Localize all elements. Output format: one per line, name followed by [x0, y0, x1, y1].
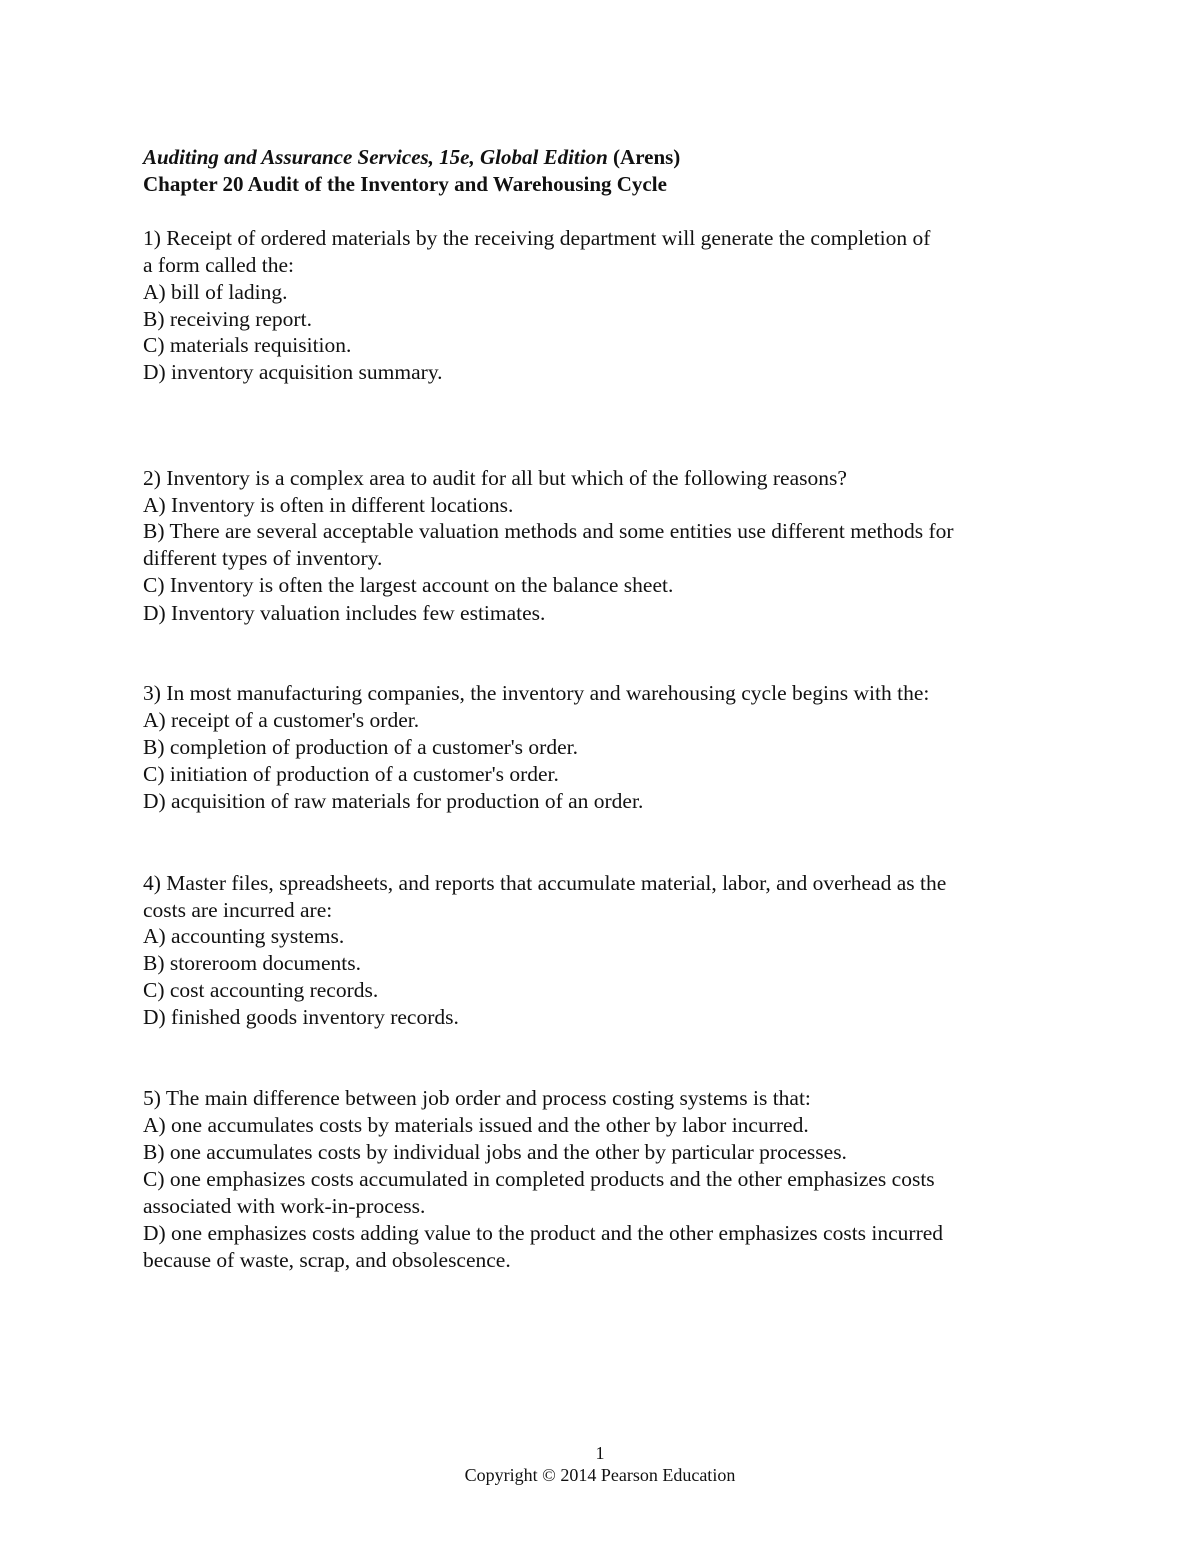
author: (Arens) [607, 145, 681, 169]
question-2-option-b-line-1: B) There are several acceptable valuation methods and some entities use different methods for [143, 519, 954, 543]
question-5-option-c-line-1: C) one emphasizes costs accumulated in completed products and the other emphasizes costs [143, 1167, 935, 1191]
question-3-option-d: D) acquisition of raw materials for production of an order. [143, 789, 644, 813]
copyright-notice: Copyright © 2014 Pearson Education [464, 1465, 736, 1485]
question-4-stem-line-2: costs are incurred are: [143, 898, 333, 922]
question-1-stem-line-1: 1) Receipt of ordered materials by the receiving department will generate the completion of [143, 226, 931, 250]
book-title-line [143, 144, 680, 170]
question-4-stem-line-1: 4) Master files, spreadsheets, and reports that accumulate material, labor, and overhead as the [143, 871, 947, 895]
question-5-option-c-line-2: associated with work-in-process. [143, 1194, 426, 1218]
question-3-option-c: C) initiation of production of a customer's order. [143, 762, 559, 786]
book-title: Auditing and Assurance Services, 15e, Global Edition [143, 145, 608, 169]
question-4-option-b: B) storeroom documents. [143, 951, 361, 975]
question-4-option-a: A) accounting systems. [143, 924, 345, 948]
question-2-option-c: C) Inventory is often the largest account on the balance sheet. [143, 573, 674, 597]
question-3-option-a: A) receipt of a customer's order. [143, 708, 420, 732]
question-5-option-a: A) one accumulates costs by materials issued and the other by labor incurred. [143, 1113, 809, 1137]
question-4-option-c: C) cost accounting records. [143, 978, 379, 1002]
question-5-option-d-line-1: D) one emphasizes costs adding value to the product and the other emphasizes costs incurred [143, 1221, 944, 1245]
question-5-option-d-line-2: because of waste, scrap, and obsolescence. [143, 1248, 511, 1272]
question-3-option-b: B) completion of production of a customer's order. [143, 735, 578, 759]
page-number: 1 [595, 1443, 605, 1463]
question-1-stem-line-2: a form called the: [143, 253, 295, 277]
question-1-option-c: C) materials requisition. [143, 333, 352, 357]
question-4-option-d: D) finished goods inventory records. [143, 1005, 459, 1029]
question-2-option-a: A) Inventory is often in different locations. [143, 493, 514, 517]
question-5-stem: 5) The main difference between job order and process costing systems is that: [143, 1086, 811, 1110]
question-1-option-b: B) receiving report. [143, 307, 312, 331]
question-5-option-b: B) one accumulates costs by individual jobs and the other by particular processes. [143, 1140, 847, 1164]
question-1-option-d: D) inventory acquisition summary. [143, 360, 443, 384]
question-2-option-b-line-2: different types of inventory. [143, 546, 383, 570]
question-3-stem: 3) In most manufacturing companies, the inventory and warehousing cycle begins with the: [143, 681, 930, 705]
question-2-option-d: D) Inventory valuation includes few estimates. [143, 601, 546, 625]
question-2-stem: 2) Inventory is a complex area to audit for all but which of the following reasons? [143, 466, 847, 490]
question-1-option-a: A) bill of lading. [143, 280, 288, 304]
chapter-title: Chapter 20 Audit of the Inventory and Warehousing Cycle [143, 172, 667, 196]
